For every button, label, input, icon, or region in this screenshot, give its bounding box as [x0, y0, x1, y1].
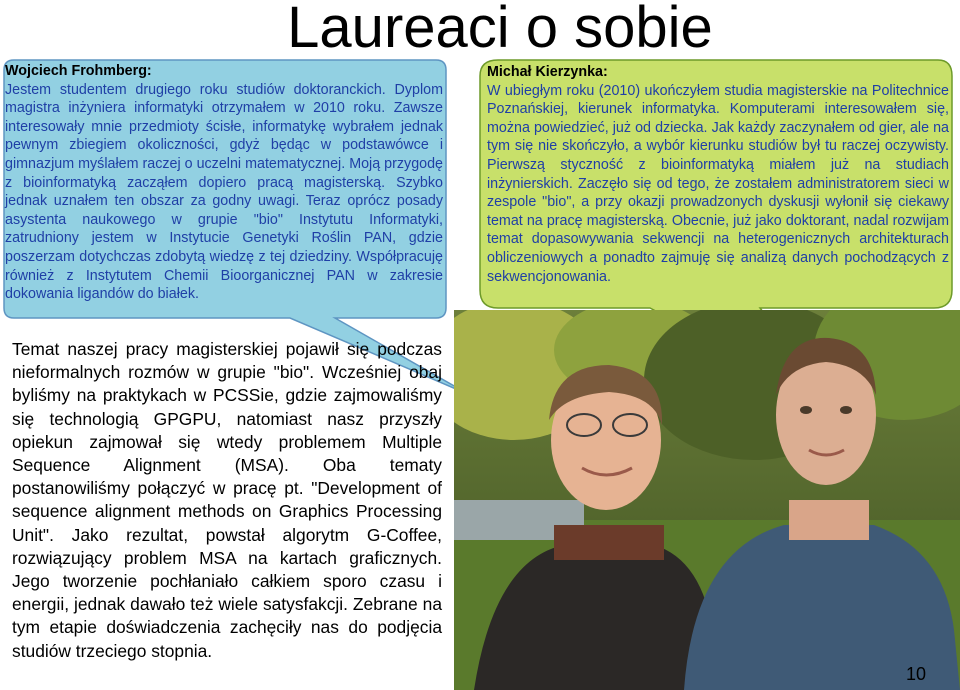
photo-two-men-icon: [454, 310, 960, 690]
right-bubble-text: [487, 63, 949, 286]
main-paragraph: Temat naszej pracy magisterskiej pojawił się podczas nieformalnych rozmów w grupie "bio". Wcześniej obaj byliśmy na praktykach w PCSSie, gdzie zajmowaliśmy się technologią GPGPU, natomiast nasz przyszły opiekun zajmował się wtedy problemem Multiple Sequence Alignment (MSA). Oba tematy postanowiliśmy połączyć w pracę pt. "Development of sequence alignment methods on Graphics Processing Unit". Jako rezultat, powstał algorytm G-Coffee, rozwiązujący problem MSA na kartach graficznych. Jego tworzenie pochłaniało całkiem sporo czasu i energii, jednak dawało też wiele satysfakcji. Zebrane na tym etapie doświadczenia zachęciły nas do podjęcia studiów trzeciego stopnia.: [12, 339, 442, 661]
left-bubble-name: Wojciech Frohmberg:: [5, 63, 152, 79]
right-bubble-name: Michał Kierzynka:: [487, 64, 608, 80]
page-number: 10: [906, 664, 927, 684]
photo-two-men: [454, 310, 960, 690]
left-bubble-body: Jestem studentem drugiego roku studiów doktoranckich. Dyplom magistra inżyniera informatyki otrzymałem w 2010 roku. Zawsze interesowały mnie przedmioty ścisłe, informatykę wybrałem jednak pewnym zbiegiem okoliczności, gdyż będąc w podstawówce i gimnazjum myślałem raczej o uczelni matematycznej. Moją przygodę z bioinformatyką zacząłem dopiero pracą magisterską. Szybko jednak uznałem ten obszar za godny uwagi. Teraz oprócz posady asystenta naukowego w grupie "bio" Instytutu Informatyki, zatrudniony jestem w Instytucie Genetyki Roślin PAN, gdzie poszerzam dotychczas zdobytą wiedzę z tej dziedziny. Współpracuję również z Instytutem Chemii Bioorganicznej PAN w zakresie dokowania ligandów do białek.: [5, 81, 443, 303]
right-bubble-body: W ubiegłym roku (2010) ukończyłem studia magisterskie na Politechnice Poznańskiej, kierunek informatyka. Komputerami interesowałem się, można powiedzieć, już od dziecka. Jak każdy zaczynałem od gier, ale na tym się nie skończyło, a wybór kierunku studiów był tu raczej oczywisty. Pierwszą styczność z bioinformatyką miałem już na studiach inżynierskich. Zaczęło się od tego, że zostałem administratorem sieci w zespole "bio", a przy okazji prowadzonych dyskusji wyłonił się ciekawy temat na pracę magisterską. Obecnie, już jako doktorant, nadal rozwijam temat dopasowywania sekwencji na heterogenicznych architekturach obliczeniowych a ponadto zajmuję się analizą danych pochodzących z sekwencjonowania.: [487, 82, 949, 285]
slide-title: Laureaci o sobie: [287, 0, 713, 60]
left-bubble-text: [5, 62, 443, 304]
